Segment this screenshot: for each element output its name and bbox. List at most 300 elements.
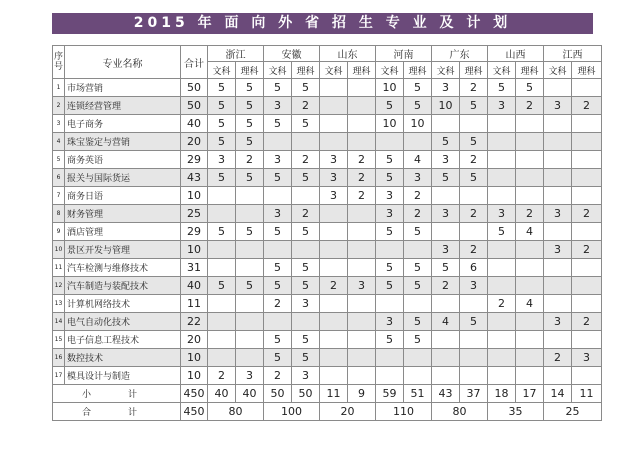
plan-cell	[488, 133, 516, 151]
plan-cell	[348, 115, 376, 133]
plan-cell: 5	[236, 133, 264, 151]
plan-cell	[348, 97, 376, 115]
subtotal-cell: 51	[404, 385, 432, 403]
plan-cell: 5	[236, 169, 264, 187]
province-header: 河南	[376, 46, 432, 62]
major-name: 汽车制造与装配技术	[65, 277, 181, 295]
subtotal-label: 小 计	[53, 385, 181, 403]
table-row	[53, 313, 602, 331]
subtotal-cell: 11	[572, 385, 602, 403]
plan-cell: 5	[404, 259, 432, 277]
plan-cell	[544, 115, 572, 133]
major-name: 商务英语	[65, 151, 181, 169]
plan-cell: 2	[572, 313, 602, 331]
like-header: 理科	[516, 62, 544, 79]
subtotal-total: 450	[181, 385, 208, 403]
row-seq: 13	[53, 295, 65, 313]
plan-cell	[544, 259, 572, 277]
plan-cell	[572, 295, 602, 313]
major-name: 商务日语	[65, 187, 181, 205]
plan-cell: 5	[208, 169, 236, 187]
plan-cell	[460, 223, 488, 241]
plan-cell: 5	[264, 277, 292, 295]
plan-cell: 5	[432, 169, 460, 187]
plan-cell: 5	[404, 223, 432, 241]
plan-cell	[544, 169, 572, 187]
plan-cell	[572, 187, 602, 205]
table-row	[53, 187, 602, 205]
plan-cell: 5	[264, 115, 292, 133]
plan-cell	[460, 367, 488, 385]
plan-cell: 5	[236, 115, 264, 133]
plan-cell: 5	[292, 259, 320, 277]
total-header: 合计	[181, 46, 208, 79]
major-name: 数控技术	[65, 349, 181, 367]
wenke-header: 文科	[208, 62, 236, 79]
plan-cell: 3	[208, 151, 236, 169]
plan-cell: 3	[236, 367, 264, 385]
row-seq: 10	[53, 241, 65, 259]
plan-cell: 3	[404, 169, 432, 187]
subtotal-cell: 14	[544, 385, 572, 403]
plan-cell	[572, 367, 602, 385]
table-row	[53, 259, 602, 277]
plan-cell	[320, 313, 348, 331]
plan-cell: 5	[376, 277, 404, 295]
plan-cell: 5	[264, 259, 292, 277]
plan-cell	[264, 313, 292, 331]
plan-cell: 3	[544, 241, 572, 259]
plan-cell	[348, 295, 376, 313]
plan-cell: 2	[544, 349, 572, 367]
like-header: 理科	[236, 62, 264, 79]
plan-cell	[376, 367, 404, 385]
major-name: 财务管理	[65, 205, 181, 223]
plan-cell: 5	[460, 133, 488, 151]
plan-cell: 2	[264, 367, 292, 385]
plan-cell: 5	[460, 313, 488, 331]
plan-cell	[516, 115, 544, 133]
plan-cell	[460, 295, 488, 313]
plan-cell	[208, 349, 236, 367]
row-seq: 5	[53, 151, 65, 169]
plan-cell	[320, 205, 348, 223]
plan-cell: 2	[572, 97, 602, 115]
plan-cell: 3	[488, 205, 516, 223]
plan-cell	[236, 205, 264, 223]
plan-cell	[236, 187, 264, 205]
plan-cell: 5	[208, 277, 236, 295]
row-total: 29	[181, 223, 208, 241]
plan-cell	[544, 295, 572, 313]
plan-cell	[320, 295, 348, 313]
plan-cell	[488, 349, 516, 367]
plan-cell: 2	[348, 187, 376, 205]
row-seq: 15	[53, 331, 65, 349]
plan-cell	[348, 223, 376, 241]
row-seq: 4	[53, 133, 65, 151]
plan-cell	[292, 187, 320, 205]
enrollment-plan-table	[52, 45, 602, 421]
plan-cell: 3	[376, 187, 404, 205]
plan-cell: 5	[404, 97, 432, 115]
plan-cell	[516, 169, 544, 187]
plan-cell	[432, 115, 460, 133]
plan-cell	[320, 97, 348, 115]
plan-cell	[404, 133, 432, 151]
plan-cell: 5	[292, 223, 320, 241]
plan-cell	[544, 151, 572, 169]
table-row	[53, 349, 602, 367]
plan-cell	[208, 241, 236, 259]
wenke-header: 文科	[488, 62, 516, 79]
plan-cell: 5	[432, 259, 460, 277]
major-name: 市场营销	[65, 79, 181, 97]
wenke-header: 文科	[432, 62, 460, 79]
plan-cell	[488, 367, 516, 385]
row-total: 22	[181, 313, 208, 331]
table-row	[53, 277, 602, 295]
plan-cell	[516, 187, 544, 205]
plan-cell: 2	[488, 295, 516, 313]
row-total: 50	[181, 97, 208, 115]
row-seq: 11	[53, 259, 65, 277]
plan-cell: 5	[264, 169, 292, 187]
plan-cell	[432, 367, 460, 385]
subtotal-cell: 40	[208, 385, 236, 403]
province-header: 江西	[544, 46, 602, 62]
row-total: 10	[181, 349, 208, 367]
plan-cell: 2	[572, 205, 602, 223]
plan-cell: 3	[432, 241, 460, 259]
plan-cell: 5	[208, 223, 236, 241]
plan-cell	[516, 277, 544, 295]
table-row	[53, 241, 602, 259]
row-seq: 7	[53, 187, 65, 205]
plan-cell	[264, 187, 292, 205]
plan-cell: 5	[236, 97, 264, 115]
plan-cell	[572, 151, 602, 169]
plan-cell	[320, 133, 348, 151]
major-name: 计算机网络技术	[65, 295, 181, 313]
row-seq: 14	[53, 313, 65, 331]
major-name: 酒店管理	[65, 223, 181, 241]
plan-cell: 4	[432, 313, 460, 331]
plan-cell: 2	[208, 367, 236, 385]
plan-cell	[320, 349, 348, 367]
plan-cell	[572, 259, 602, 277]
table-row	[53, 79, 602, 97]
like-header: 理科	[460, 62, 488, 79]
plan-cell: 10	[376, 115, 404, 133]
plan-cell	[460, 331, 488, 349]
plan-cell: 2	[292, 151, 320, 169]
plan-cell	[348, 349, 376, 367]
subtotal-cell: 18	[488, 385, 516, 403]
plan-cell	[544, 367, 572, 385]
plan-cell: 5	[292, 349, 320, 367]
row-seq: 16	[53, 349, 65, 367]
plan-cell: 3	[320, 151, 348, 169]
table-row	[53, 115, 602, 133]
plan-cell: 5	[236, 277, 264, 295]
subtotal-cell: 17	[516, 385, 544, 403]
wenke-header: 文科	[544, 62, 572, 79]
plan-cell	[320, 115, 348, 133]
wenke-header: 文科	[320, 62, 348, 79]
plan-cell: 5	[488, 223, 516, 241]
plan-cell: 3	[376, 205, 404, 223]
plan-cell: 5	[460, 169, 488, 187]
plan-cell: 2	[572, 241, 602, 259]
like-header: 理科	[348, 62, 376, 79]
row-seq: 1	[53, 79, 65, 97]
plan-cell	[404, 349, 432, 367]
plan-cell	[516, 367, 544, 385]
plan-cell: 5	[236, 79, 264, 97]
plan-cell	[488, 259, 516, 277]
row-total: 10	[181, 367, 208, 385]
plan-cell: 2	[460, 151, 488, 169]
row-seq: 9	[53, 223, 65, 241]
plan-cell: 4	[404, 151, 432, 169]
major-name: 景区开发与管理	[65, 241, 181, 259]
plan-cell	[320, 259, 348, 277]
plan-cell	[376, 133, 404, 151]
grand-total-cell: 35	[488, 403, 544, 421]
plan-cell	[208, 313, 236, 331]
plan-cell: 3	[544, 205, 572, 223]
plan-cell	[320, 79, 348, 97]
row-seq: 2	[53, 97, 65, 115]
plan-cell	[292, 241, 320, 259]
plan-cell: 5	[292, 331, 320, 349]
plan-cell: 5	[432, 133, 460, 151]
plan-cell: 4	[516, 223, 544, 241]
plan-cell: 3	[264, 151, 292, 169]
plan-cell: 5	[292, 169, 320, 187]
plan-cell: 2	[292, 97, 320, 115]
table-row	[53, 97, 602, 115]
plan-cell	[432, 295, 460, 313]
major-name: 电子信息工程技术	[65, 331, 181, 349]
plan-cell: 3	[572, 349, 602, 367]
plan-cell	[488, 241, 516, 259]
plan-cell: 2	[292, 205, 320, 223]
grand-total-cell: 80	[432, 403, 488, 421]
table-row	[53, 367, 602, 385]
plan-cell: 3	[320, 169, 348, 187]
plan-cell	[208, 259, 236, 277]
major-name: 报关与国际货运	[65, 169, 181, 187]
plan-cell	[460, 115, 488, 133]
plan-cell	[236, 349, 264, 367]
plan-cell	[572, 277, 602, 295]
plan-cell: 5	[488, 79, 516, 97]
grand-total-cell: 25	[544, 403, 602, 421]
subtotal-cell: 11	[320, 385, 348, 403]
plan-cell	[544, 79, 572, 97]
plan-cell: 3	[460, 277, 488, 295]
plan-cell	[236, 259, 264, 277]
plan-cell	[208, 295, 236, 313]
row-total: 20	[181, 331, 208, 349]
grand-total-label: 合 计	[53, 403, 181, 421]
plan-cell: 3	[376, 313, 404, 331]
major-name: 电子商务	[65, 115, 181, 133]
row-seq: 6	[53, 169, 65, 187]
page-title: 2015 年 面 向 外 省 招 生 专 业 及 计 划	[52, 13, 593, 34]
province-header: 安徽	[264, 46, 320, 62]
plan-cell	[376, 241, 404, 259]
plan-cell: 2	[236, 151, 264, 169]
plan-cell	[264, 133, 292, 151]
row-total: 10	[181, 241, 208, 259]
row-total: 40	[181, 115, 208, 133]
subtotal-cell: 37	[460, 385, 488, 403]
table-row	[53, 205, 602, 223]
subtotal-cell: 50	[264, 385, 292, 403]
plan-cell	[320, 367, 348, 385]
plan-cell	[432, 331, 460, 349]
plan-cell: 2	[432, 277, 460, 295]
plan-cell: 10	[432, 97, 460, 115]
table-row	[53, 331, 602, 349]
row-total: 11	[181, 295, 208, 313]
plan-cell: 3	[544, 97, 572, 115]
plan-cell: 2	[460, 241, 488, 259]
plan-cell	[348, 331, 376, 349]
plan-cell: 5	[208, 97, 236, 115]
plan-cell	[488, 115, 516, 133]
plan-cell	[516, 259, 544, 277]
row-total: 20	[181, 133, 208, 151]
major-name: 模具设计与制造	[65, 367, 181, 385]
row-total: 25	[181, 205, 208, 223]
row-total: 43	[181, 169, 208, 187]
province-header: 山西	[488, 46, 544, 62]
plan-cell	[348, 313, 376, 331]
plan-cell: 5	[264, 223, 292, 241]
plan-cell: 5	[376, 223, 404, 241]
plan-cell: 3	[348, 277, 376, 295]
plan-cell	[544, 277, 572, 295]
plan-cell: 5	[404, 331, 432, 349]
wenke-header: 文科	[264, 62, 292, 79]
plan-cell	[348, 133, 376, 151]
plan-cell: 10	[376, 79, 404, 97]
plan-cell: 5	[292, 277, 320, 295]
plan-cell: 2	[264, 295, 292, 313]
like-header: 理科	[292, 62, 320, 79]
row-total: 31	[181, 259, 208, 277]
plan-cell	[404, 367, 432, 385]
wenke-header: 文科	[376, 62, 404, 79]
plan-cell	[208, 205, 236, 223]
plan-cell	[488, 313, 516, 331]
plan-cell	[572, 223, 602, 241]
plan-cell	[348, 367, 376, 385]
plan-cell	[488, 169, 516, 187]
plan-cell: 2	[348, 151, 376, 169]
plan-cell: 5	[460, 97, 488, 115]
plan-cell: 5	[208, 133, 236, 151]
row-total: 40	[181, 277, 208, 295]
plan-cell	[236, 295, 264, 313]
row-total: 10	[181, 187, 208, 205]
subtotal-cell: 59	[376, 385, 404, 403]
plan-cell	[544, 133, 572, 151]
province-header: 浙江	[208, 46, 264, 62]
table-row	[53, 169, 602, 187]
seq-header: 序号	[53, 46, 65, 79]
plan-cell	[376, 295, 404, 313]
plan-cell	[572, 331, 602, 349]
plan-cell	[516, 151, 544, 169]
table-row	[53, 295, 602, 313]
plan-cell: 5	[264, 331, 292, 349]
plan-cell: 3	[432, 151, 460, 169]
subtotal-cell: 50	[292, 385, 320, 403]
plan-cell: 3	[432, 79, 460, 97]
grand-total: 450	[181, 403, 208, 421]
major-name: 连锁经营管理	[65, 97, 181, 115]
major-header: 专业名称	[65, 46, 181, 79]
plan-cell	[432, 187, 460, 205]
plan-cell: 3	[488, 97, 516, 115]
plan-cell	[236, 241, 264, 259]
plan-cell: 2	[460, 79, 488, 97]
plan-cell: 5	[404, 277, 432, 295]
plan-cell	[544, 223, 572, 241]
plan-cell	[292, 313, 320, 331]
plan-cell	[236, 331, 264, 349]
like-header: 理科	[404, 62, 432, 79]
plan-cell: 5	[376, 169, 404, 187]
plan-cell: 5	[292, 79, 320, 97]
plan-cell: 3	[292, 367, 320, 385]
plan-cell	[488, 151, 516, 169]
plan-cell: 5	[236, 223, 264, 241]
plan-cell: 5	[264, 349, 292, 367]
plan-cell	[572, 169, 602, 187]
row-seq: 12	[53, 277, 65, 295]
plan-cell: 3	[320, 187, 348, 205]
plan-cell: 5	[376, 97, 404, 115]
grand-total-cell: 20	[320, 403, 376, 421]
plan-cell: 5	[376, 331, 404, 349]
plan-cell	[264, 241, 292, 259]
like-header: 理科	[572, 62, 602, 79]
plan-cell	[488, 187, 516, 205]
subtotal-cell: 9	[348, 385, 376, 403]
plan-cell	[516, 133, 544, 151]
plan-cell	[516, 331, 544, 349]
plan-cell: 5	[404, 79, 432, 97]
table-row	[53, 151, 602, 169]
plan-cell	[348, 205, 376, 223]
major-name: 珠宝鉴定与营销	[65, 133, 181, 151]
province-header: 山东	[320, 46, 376, 62]
grand-total-cell: 80	[208, 403, 264, 421]
plan-cell: 3	[264, 205, 292, 223]
plan-cell	[320, 241, 348, 259]
plan-cell	[572, 79, 602, 97]
row-seq: 17	[53, 367, 65, 385]
table-row	[53, 223, 602, 241]
major-name: 汽车检测与维修技术	[65, 259, 181, 277]
plan-cell: 5	[376, 151, 404, 169]
